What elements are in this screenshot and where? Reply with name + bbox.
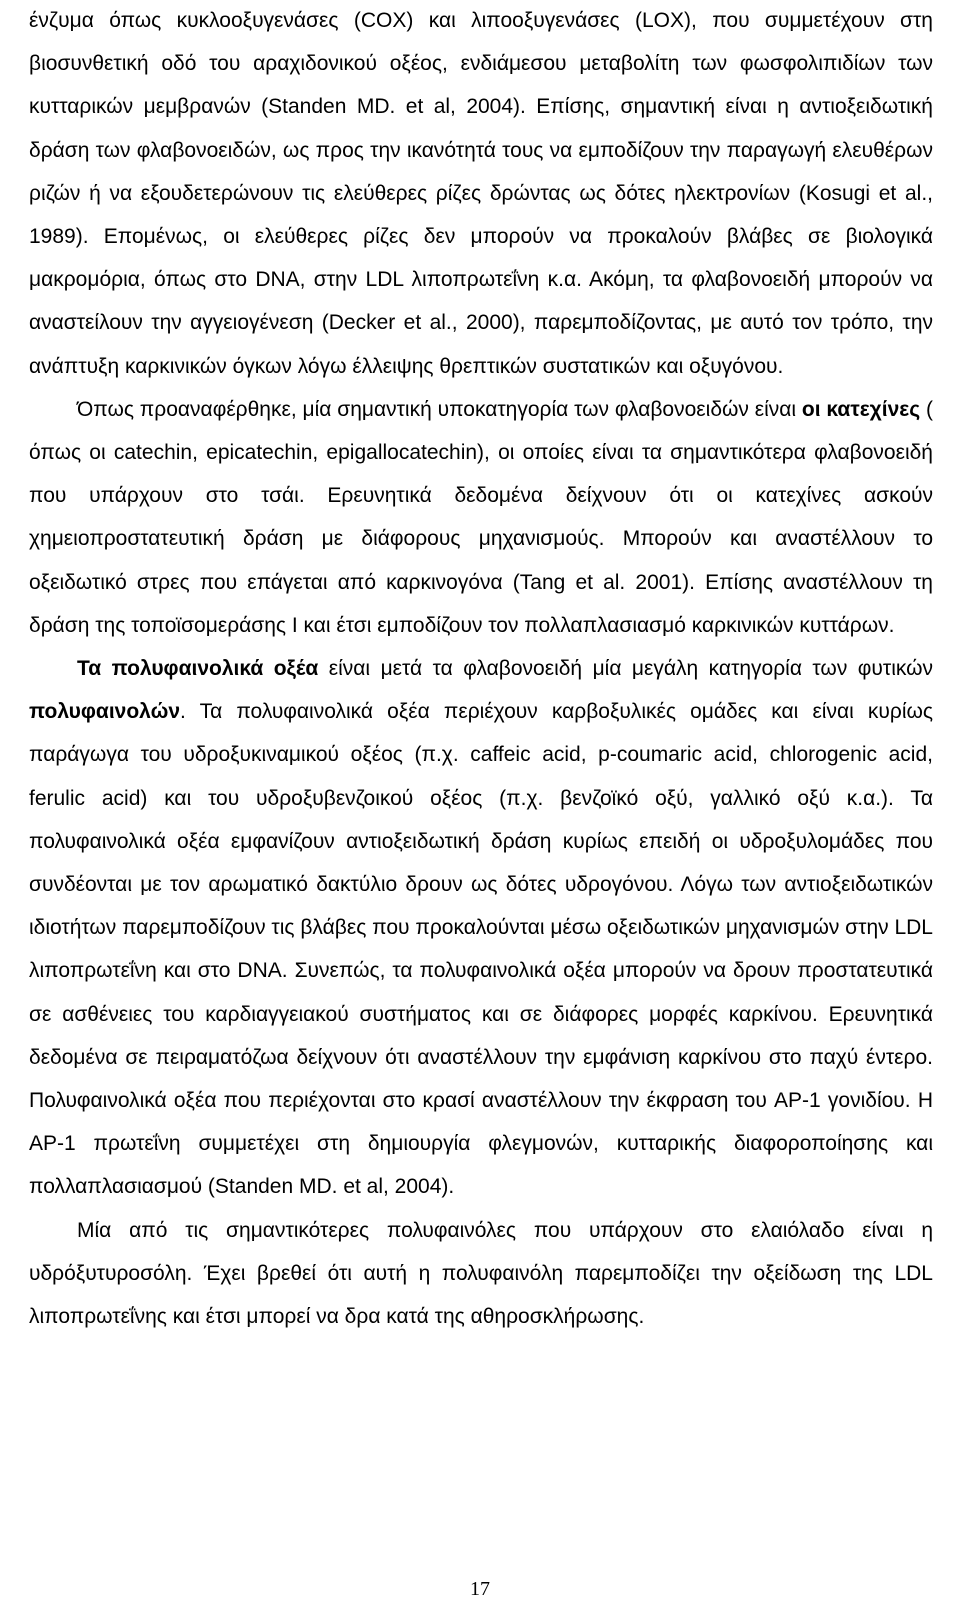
paragraph-3-rest: . Τα πολυφαινολικά οξέα περιέχουν καρβοξυλικές ομάδες και είναι κυρίως παράγωγα του υδροξυκιναμικού οξέος (π.χ. caffeic acid, p-coumaric acid, chlorogenic acid, ferulic acid) και του υδροξυβενζοικού οξέος (π.χ. βενζοϊκό οξύ, γαλλικό οξύ κ.α.). Τα πολυφαινολικά οξέα εμφανίζουν αντιοξειδωτική δράση κυρίως επειδή οι υδροξυλομάδες που συνδέονται με τον αρωματικό δακτύλιο δρουν ως δότες υδρογόνου. Λόγω των αντιοξειδωτικών ιδιοτήτων παρεμποδίζουν τις βλάβες που προκαλούνται μέσω οξειδωτικών μηχανισμών στην LDL λιποπρωτεΐνη και στο DNA. Συνεπώς, τα πολυφαινολικά οξέα μπορούν να δρουν προστατευτικά σε ασθένειες του καρδιαγγειακού συστήματος και σε διάφορες μορφές καρκίνου. Ερευνητικά δεδομένα σε πειραματόζωα δείχνουν ότι αναστέλλουν την εμφάνιση καρκίνου στο παχύ έντερο. Πολυφαινολικά οξέα που περιέχονται στο κρασί αναστέλλουν την έκφραση του AP-1 γονιδίου. Η AP-1 πρωτεΐνη συμμετέχει στη δημιουργία φλεγμονών, κυτταρικής διαφοροποίησης και πολλαπλασιασμού (Standen MD. et al, 2004). [29, 700, 933, 1199]
paragraph-2-rest: ( όπως οι catechin, epicatechin, epigallocatechin), οι οποίες είναι τα σημαντικότερα φλαβονοειδή που υπάρχουν στο τσάι. Ερευνητικά δεδομένα δείχνουν ότι οι κατεχίνες ασκούν χημειοπροστατευτική δράση με διάφορους μηχανισμούς. Μπορούν και αναστέλλουν το οξειδωτικό στρες που επάγεται από καρκινογόνα (Tang et al. 2001). Επίσης αναστέλλουν τη δράση της τοποϊσομεράσης Ι και έτσι εμποδίζουν τον πολλαπλασιασμό καρκινικών κυττάρων. [29, 397, 934, 637]
paragraph-2-intro: Όπως προαναφέρθηκε, μία σημαντική υποκατηγορία των φλαβονοειδών είναι [77, 397, 797, 421]
term-katechines: οι κατεχίνες [801, 397, 921, 421]
body-text [29, 0, 933, 1338]
paragraph-4: Μία από τις σημαντικότερες πολυφαινόλες που υπάρχουν στο ελαιόλαδο είναι η υδρόξυτυροσόλη. Έχει βρεθεί ότι αυτή η πολυφαινόλη παρεμποδίζει την οξείδωση της LDL λιποπρωτεΐνης και έτσι μπορεί να δρα κατά της αθηροσκλήρωσης. [29, 1218, 933, 1329]
paragraph-1: ένζυμα όπως κυκλοοξυγενάσες (COX) και λιποοξυγενάσες (LOX), που συμμετέχουν στη βιοσυνθετική οδό του αραχιδονικού οξέος, ενδιάμεσου μεταβολίτη των φωσφολιπιδίων των κυτταρικών μεμβρανών (Standen MD. et al, 2004). Επίσης, σημαντική είναι η αντιοξειδωτική δράση των φλαβονοειδών, ως προς την ικανότητά τους να εμποδίζουν την παραγωγή ελευθέρων ριζών ή να εξουδετερώνουν τις ελεύθερες ρίζες δρώντας ως δότες ηλεκτρονίων (Kosugi et al., 1989). Επομένως, οι ελεύθερες ρίζες δεν μπορούν να προκαλούν βλάβες σε βιολογικά μακρομόρια, όπως στο DNA, στην LDL λιποπρωτεΐνη κ.α. Ακόμη, τα φλαβονοειδή μπορούν να αναστείλουν την αγγειογένεση (Decker et al., 2000), παρεμποδίζοντας, με αυτό τον τρόπο, την ανάπτυξη καρκινικών όγκων λόγω έλλειψης θρεπτικών συστατικών και οξυγόνου. [29, 9, 933, 378]
paragraph-3 [29, 647, 933, 1209]
paragraph-3-mid: είναι μετά τα φλαβονοειδή μία μεγάλη κατηγορία των φυτικών [328, 657, 933, 681]
term-polyphenols: πολυφαινολών [29, 700, 181, 724]
page-number: 17 [470, 1578, 490, 1600]
term-polyphenolic-acids: Τα πολυφαινολικά οξέα [77, 657, 319, 681]
paragraph-2 [29, 388, 933, 647]
